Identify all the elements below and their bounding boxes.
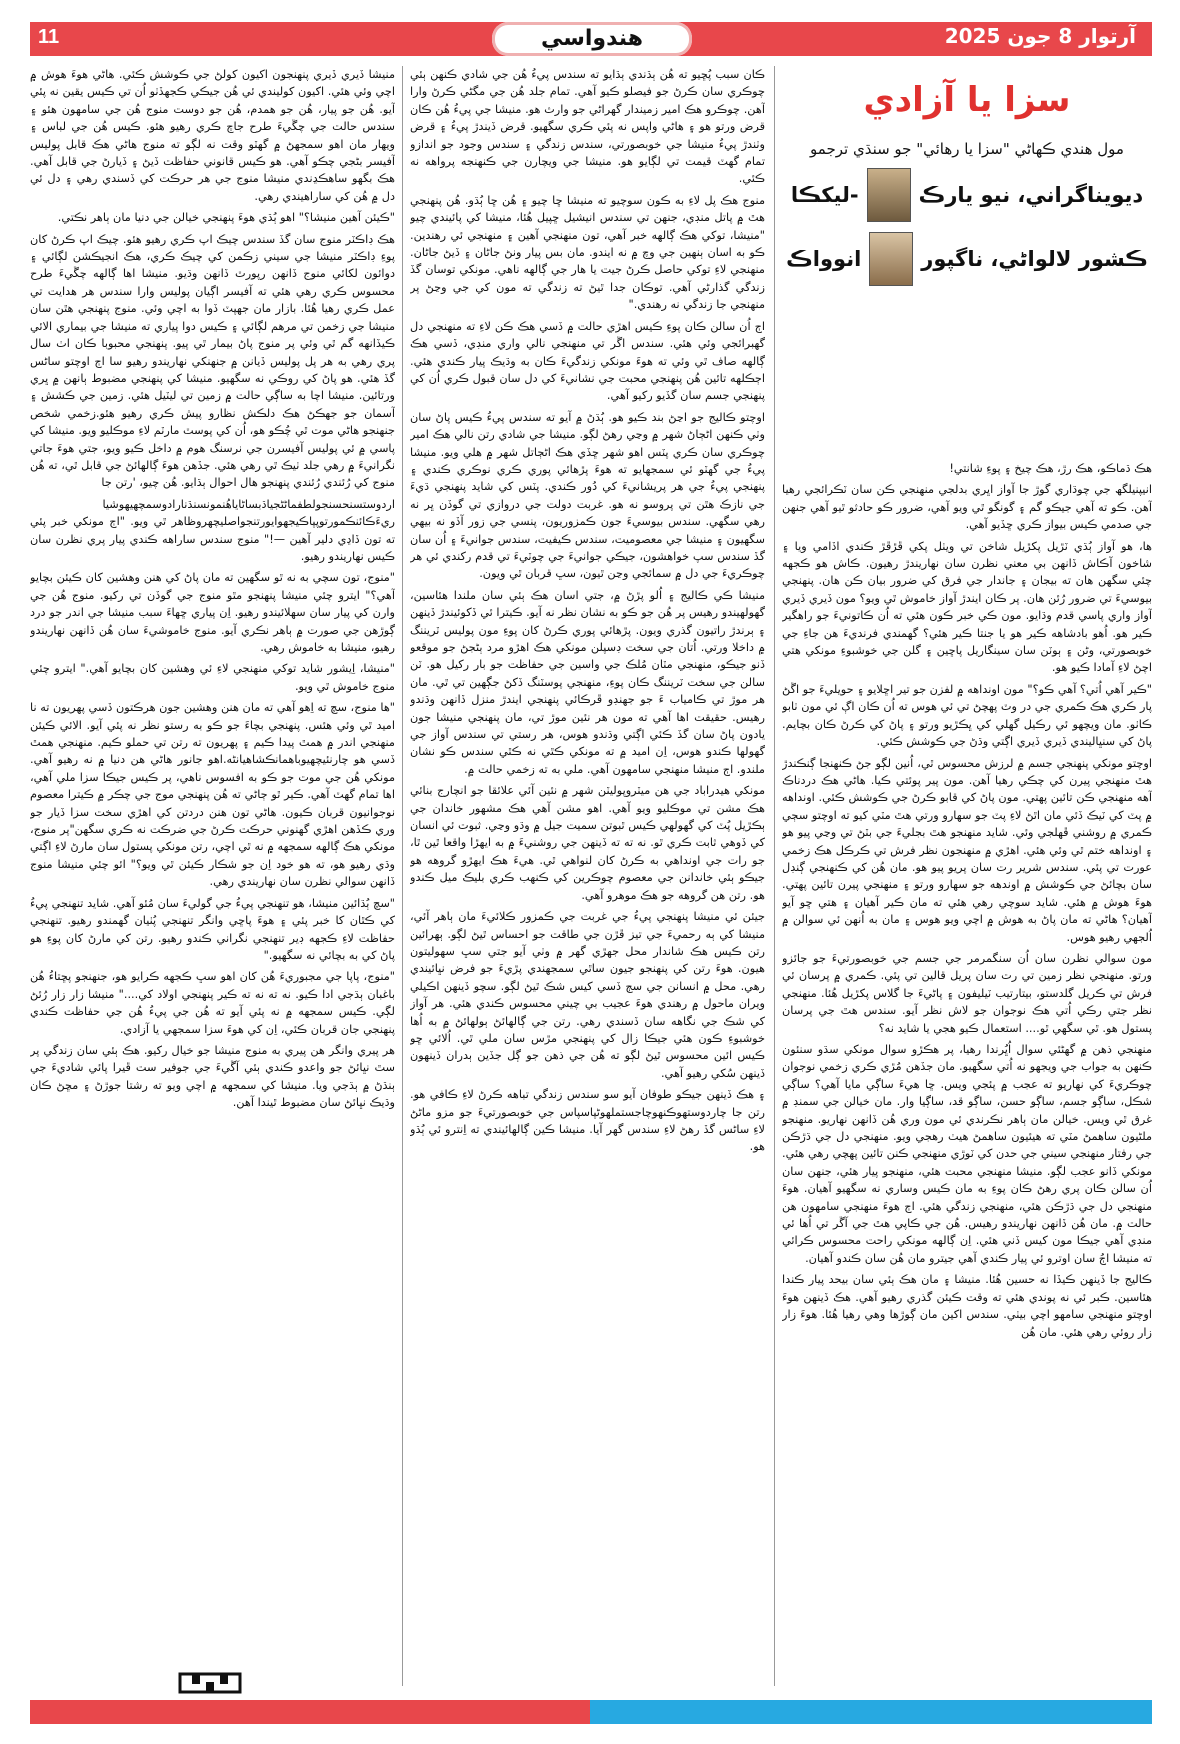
- column-divider: [774, 66, 775, 1686]
- article-column-right: [782, 460, 1152, 1696]
- article-column-middle: [410, 66, 765, 1696]
- paragraph: منهنجي ذهن ۾ گهڻئي سوال اُڀُرندا رهيا، پر هڪڙو سوال مونکي سڌو سنئون ڪنهن به جواب جي ويجهو نه اُتي سگهيو. مان جڏهن مُڙي ڪري زخمي نوجوان چوڪريءَ کي نهاريو ته عجب ۾ پئجي ويس. ڇا هيءَ ساڳي مايا آهي؟ ساڳي شڪل، ساڳو جسم، ساڳو حسن، ساڳو قد، ساڳيا وار. مان خيالن جي سمنڊ ۾ غرق ٿي ويس. خيالن مان ٻاهر نڪرندي ئي مون وري هُن ڏانهن نهاريو. منهنجو ملڻيون ساهمڻ مٽي ته هيئيون ساهمڻ هيٺ رهجي ويو. منهنجي دل جي ڌڙڪن جي رفتار منهنجي سيني جي حدن کي ٽوڙي منهنجي ڪنن تائين پهچي رهي هئي. مونکي ڏانو عجب لڳو. منيشا منهنجي محبت هئي، منهنجو پيار هئي، جنهن سان اُن سالن ڪان پري رهڻ ڪان پوءِ به مان ڪيس وساري نه سگهيو آهيان. هوءَ منهنجي دل جي ڌڙڪن هئي، منهنجي زندگي هئي. اڄ هوءَ منهنجي سامهون هن حالت ۾. مان هُن ڏانهن نهاريندو رهيس. هُن جي ڪاپي هٿ جي آڱر تي اُها ئي منڊي آهي جيڪا مون کيس ڏني هئي. اِن ڳالهه مونکي راحت محسوس ڪرائي ته منيشا اڄُ سان اوترو ئي پيار ڪندي آهي جيترو مان هُن سان ڪندو آهيان.: [782, 1043, 1152, 1265]
- page-number: 11: [38, 26, 60, 48]
- paragraph: منيشا ڪي ڪاليج ۽ اُلو پڙڻ ۾، جتي اسان هڪ ٻئي سان ملندا هئاسين، گهولهيندو رهيس پر هُن جو ڪو به نشان نظر نه آيو. ڪيترا ئي ڏکوئيندڙ ڏينهن ۽ ٻرندڙ راتيون گذري ويون. پڙهائي پوري ڪرڻ کان پوءِ مون پوليس ٽريننگ ۾ داخلا ورتي. اُتان جي سخت ڊسپلن مونکي هڪ اهڙو مرد ٻڻجڻ جو موقعو ڏنو جيڪو، منهنجي مٽان مُلڪ جي واسين جي حفاظت جو بار رکيل هو. ٽن سالن جي سخت ٽريننگ ڪان پوءِ، منهنجي پوسٽنگ ڏکڻ جڳهين تي ٿي. مان هر موڙ تي ڪامياب ءَ جو جهنڊو ڦرڪائي پنهنجي ايندڙ منزل ڏانهن وڌندو رهيس. حقيقت اها آهي ته مون هر نئين موڙ تي، مان پنهنجي منيشا جون يادون پاڻ سان گڏ ڪئي اڳتي وڌندو هوس، هر رستي تي سندس آواز جي گهولها ڪندو هوس، اِن اميد ۾ ته مونکي ڪٿي نه ڪٿي سندس ڪو نشان ملندو. اڄ منيشا منهنجي سامهون آهي. ملي به ته زخمي حالت ۾.: [410, 588, 765, 776]
- paragraph: اوچتو ڪاليج جو اڃڻ بند ڪيو هو. ٻُڌڻ ۾ آيو ته سندس پيءُ ڪيس پاڻ سان وٺي ڪنهن اڻڄاڻ شهر ۾ وڃي رهڻ لڳو. منيشا جي شادي رتن نالي هڪ امير چوڪري سان ڪري پٽس اهو شهر ڇڏي هڪ اڻڄاتل شهر ۾ هلي ويو. منيشا پيءُ جي گهٽو ئي سمجهايو ته هوءَ پڙهائي پوري ڪري نوڪري ڪندي ۽ پنهنجي پيءُ جي هر پريشانيءَ کي دُور ڪندي. پٽس کي شايد پنهنجي ڌيءَ جي نازڪ هٿن تي پروسو نه هو. غربت دولت جي دروازي تي گوڏن ڀر نه رهي سگهي. سندس بيوسيءَ جون ڪمزوريون، پنسي جي زور آڏو نه بيهي سگهيون ۽ منيشا جي معصوميت، سندس ڪيفيت، سندس جوانيءَ ۽ اُن سان گڏ سندس سپ خواهشون، جيڪي جوانيءَ جي چوٽيءَ تي قدم رکندي ئي هر چوڪريءَ جي دل ۾ سمائجي وڃن ٿيون، سڀ قربان ٿي ويون.: [410, 410, 765, 581]
- paragraph: اڄ اُن سالن ڪان پوءِ ڪيس اهڙي حالت ۾ ڏسي هڪ ڪن لاءِ ته منهنجي دل گهبرائجي وئي هئي. سندس اڱر تي منهنجي نالي واري منڊي، ڏسي هڪ ڳالهه صاف ٿي وئي ته هوءَ مونکي زندگيءَ ڪان به وڌيڪ پيار ڪندي هئي. اڄڪلهه تائين هُن پنهنجي محبت جي نشانيءَ کي دل سان قبول ڪري اُن کي پنهنجي جسم سان گڏيو رکيو آهي.: [410, 319, 765, 403]
- paragraph: مون سوالي نظرن سان اُن سنگمرمر جي جسم جي خوبصورتيءَ جو جائزو ورتو. منهنجي نظر زمين تي رت سان پريل قالين تي پئي. ڪمري ۾ پرسان ئي فرش تي ڪريل گلدستو، بيتارتيب ٽيليفون ۽ پاڻيءَ جا گلاس پکڙيل هُئا. منهنجي نظر جتي رڪي اُتي هڪ نوجوان جو لاش نظر آيو. سندس هٿ جي پرسان پستول هو. ٿي سگهي ٿو.... استعمال ڪيو هجي يا شايد نه؟: [782, 951, 1152, 1035]
- story-title: سزا يا آزادي: [863, 80, 1071, 120]
- paragraph: اوچتو مونکي پنهنجي جسم ۾ لرزش محسوس ٿي، اُنين لڳو جڻ ڪنهنجا ڳنڪندڙ هٿ منهنجي پيرن کي چڪي رهيا آهن. مون پير پوئتي ڪيا. هاڻي هڪ دردناڪ آهه منهنجي ڪن تائين پهتي. مون پاڻ کي قابو ڪرڻ جي ڪوشش ڪئي. اونداهه ۾ پٽ کي ٽيڪ ڏئي مان اٿڻ لاءِ پٽ جو سهارو ورتي هٿ مٽي کيو ته اوچتو سڄي ڪمري ۾ روشني ڦهلجي وئي. شايد منهنجو هٿ بجليءَ جي بٽڻ تي وڃي پيو هو ۽ اونداهه ختم ٿي وئي هئي. اهڙي ۾ منهنجون نظر فرش تي ڪرڪل هڪ زخمي عورت تي پئي. سندس شرير رت سان پريو پيو هو. مان هُن کي ڪنهنجي ڳنڊل سان بچائڻ جي ڪوشش ۾ اوندهه جو سهارو ورتو ۽ منهنجي پيرن تائين پهتي. هوءَ هوش ۾ هئي. شايد سوچي رهي هئي ته مان ڪير آهيان ۽ هتي ڇو آيو آهيان؟ هاڻي ته مان پاڻ به هوش ۾ اچي ويو هوس ۽ مان به اُنهن ئي سوالن ۾ اُلجهي رهيو هوس.: [782, 756, 1152, 944]
- paragraph: "منوج، پاپا جي مجبوريءَ هُن کان اهو سڀ ڪجهه ڪرايو هو، جنهنجو پڇتاءُ هُن باغبان ٻڌجي ادا ڪيو. نه ته نه ته ڪير پنهنجي اولاد کي...." منيشا زار زار رُئڻ لڳي. ڪيس سمجهه ۾ نه پئي آيو ته هُن جي پيءُ هُن جي حفاظت ڪندي پنهنجي جان قربان ڪئي، اِن کي هوءَ سزا سمجهي يا آزادي.: [30, 970, 395, 1036]
- paragraph: "منيشا، اِيشور شايد توکي منهنجي لاءِ ئي وهشين کان بچايو آهي." ايترو چئي منوج خاموش ٿي ويو.: [30, 662, 395, 693]
- paragraph: منيشا ڏيري ڏيري پنهنجون اکيون کولڻ جي ڪوشش ڪئي. هاڻي هوءَ هوش ۾ اچي وئي هئي. اکيون کوليندي ئي هُن جيڪي ڪجهڏٺو اُن تي ڪيس يقين نه پئي آيو. هُن جو پيار، هُن جو همدم، هُن جو دوست منوج هُن جي سامهون هئو ۽ سندس حالت جي چڱيءَ طرح جاچ ڪري رهيو هئو. ڪيس هُن جي لباس ۽ ويهار مان اهو سمجهڻ ۾ گهٽو وقت نه لڳو ته منوج هاڻي هڪ قابل پوليس آفيسر بڻجي چڪو آهي. هو ڪيس قانوني حفاظت ڏيڻ ۽ ڏيارڻ جي قابل آهي. هڪ بگهو ساهڪڍندي منيشا منوج جي هر حرڪت کي ڏسندي رهي ۽ دل ئي دل ۾ هُن کي ساراهيندي رهي.: [30, 68, 395, 203]
- paragraph: ڪاليج جا ڏينهن ڪيڏا نه حسين هُئا. منيشا ۽ مان هڪ ٻئي سان بيحد پيار ڪندا هئاسين. ڪبر ئي نه پوندي هئي ته وقت ڪيئن گذري رهيو آهي. هڪ ڏينهن هوءَ اوچتو منهنجي سامهو اچي بيٺي. سندس اکين مان ڳوڙها وهي رهيا هُئا. هوءَ زار زار روئي رهي هئي. مان هُن: [782, 1273, 1152, 1339]
- translator-label: انوواڪ: [786, 247, 862, 271]
- translator-credit: [782, 232, 1152, 286]
- paragraph: "ڪير آهي اُتي؟ آهي ڪو؟" مون اونداهه ۾ لفزن جو تير اڇلايو ۽ حويليءَ جو اڱڻ پار ڪري هڪ ڪمري جي در وٽ پهچڻ تي ئي هوس ته اُن ڪان اڳ ئي مون ٺابو ڪاٺو. مان ويچھو ئي رڪيل گهلي کي ڀڪڙيو ورتو ۽ پاڻ کي ڪرڻ ڪان بچايم. پاڻ کي سنڀاليندي ڏيري ڏيري اڳتي وڌڻ جي ڪوشش ڪئي.: [782, 682, 1152, 749]
- paragraph: ها، هو آواز ٻُڌي ٽڙيل پکڙيل شاخن تي ويٺل پکي ڦڙڦڙ ڪندي اڏامي ويا ۽ شاخون آڪاش ڏانهن بي معني نظرن سان نهاريندڙ رهيون. ڪاش هو ڪجهه چئي سگهن هان ته بيجان ۽ جاندار جي فرق کي ضرور بيان ڪن هان. پنهنجي بيوسيءَ تي ضرور رُئن هان. پر ڪان ايندڙ آواز خاموش ٿي ويو؟ مون ڏيري ڏيري آواز واري پاسي قدم وڌايو. مون ڪي خبر ڪون هئي ته اُن ڪاتونيءَ جو راهگير ڪير هو. اُهو بادشاهه ڪير هو يا جنتا ڪير هئي؟ گهمندي فرنديءَ هن جاءِ جي خوبصورتي، وڻن ۽ ٻوٽن سان سينگاريل پاڇين ۽ گلن جي خوشبوءِ مونکي هتي اچڻ لاءِ آمادا ڪيو هو.: [782, 539, 1152, 675]
- paragraph: ۽ هڪ ڏينهن جيڪو طوفان آيو سو سندس زندگي تباهه ڪرڻ لاءِ ڪافي هو. رتن جا چاردوستهوڪنهوچاجستملهوڻپاسپاس جي خوبصورتيءَ جو مزو ماڻڻ لاءِ ساڻس گڏ رهڻ لاءِ سندس گهر آيا. منيشا ڪين ڳالهائيندي ته اِنترو ئي ٻُڌو هو.: [410, 1088, 765, 1154]
- masthead-logo: هندواسي: [492, 22, 692, 56]
- paragraph: "ها منوج، سچ ته اِهو آهي ته مان هنن وهشين جون هرڪتون ڏسي پهريون ته نا اميد ٿي وئي هئس. پنهنجي بچاءَ جو ڪو به رستو نظر نه پئي آيو. الائي ڪيئن منهنجي اندر ۾ همٿ پيدا ڪيم ۽ پهريون ته رتن تي حملو ڪيم. منهنجي همٿ ڏسي هو چارنئيچهيوباهمانڪشاهيانڻه.اهو جانور هاڻي هن دنيا ۾ نه رهيو آهي. مونکي هُن جي موت جو ڪو به افسوس ناهي، پر ڪيس جيڪا سزا ملي آهي، اها تمام گهٽ آهي. ڪير ٿو ڄاڻي ته هُن پنهنجي موج جي چڪر ۾ ڪيترا معصوم نوجوانيون قربان ڪيون. هاڻي تون هنن دردتن کي اهڙي سخت سزا ڏيار جو وري ڪڏهن اهڙي گهنوني حرڪت ڪرڻ جي ضرڪت نه ڪري سگهن"پر منوج، مونکي هڪ ڳالهه سمجهه ۾ نه ٿي اچي، رتن مونکي پستول سان مارڻ لاءِ اڳتي وڌي رهيو هو، ته هو خود اِن جو شڪار ڪيئن ٿي ويو؟" ائو چئي منيشا منوج ڏانهن سوالي نظرن سان نهاريندي رهي.: [30, 701, 395, 889]
- writer-credit: [782, 168, 1152, 222]
- header-date: آرتوار 8 جون 2025: [944, 24, 1136, 48]
- end-ornament-icon: [178, 1672, 242, 1694]
- paragraph: ڪان سبب پُڇيو ته هُن ٻڌندي ٻڌايو ته سندس پيءُ هُن جي شادي ڪنهن ٻئي چوڪري سان ڪرڻ جو فيصلو ڪيو آهي. تمام جلد هُن جي مگڻي ڪرڻ وارا آهن. چوڪرو هڪ امير زميندار گهراڻي جو وارث هو. منيشا جي پيءُ هُن ڪان قرض ورتو هو ۽ هاڻي واپس نه پئي ڪري سگهيو. قرض ڏيندڙ پيءُ ۽ قرض وٺندڙ پيءُ منيشا جي خوبصورتي، سندس زندگي ۽ سندس وجود جو اندازو تمام گهٽ قيمت تي لڳايو هو. منيشا جي ويچارن جي ڪنهنجه پرواهه نه ڪئي.: [410, 68, 765, 186]
- footer-band-blue: [590, 1700, 1152, 1724]
- paragraph: "ڪيئن آهين منيشا؟" اهو ٻُڌي هوءَ پنهنجي خيالن جي دنيا مان ٻاهر نڪتي.: [57, 211, 395, 225]
- paragraph: "منوج، تون سچي به نه ٿو سگهين ته مان پاڻ کي هنن وهشين کان ڪيئن بچايو آهي؟" ايترو چئي منيشا پنهنجو مٿو منوج جي گوڏن تي رکيو. منوج هُن جي وارن کي پيار سان سهلائيندو رهيو. اِن پياري ڇهاءَ سبب منيشا جي اندر جو درد ڳوڙهن جي صورت ۾ ٻاهر نڪري آيو. منوج خاموشيءَ سان هُن ڏانهن نهاريندو رهيو، منيشا به خاموش رهي.: [30, 571, 395, 654]
- writer-label: -ليکڪا: [790, 183, 859, 207]
- writer-name: ديويناگراني، نيو يارڪ: [918, 183, 1144, 207]
- translator-photo: [869, 232, 913, 286]
- writer-photo: [867, 168, 911, 222]
- column-divider: [402, 66, 403, 1686]
- paragraph: هر پيري وانگر هن پيري به منوج منيشا جو خيال رکيو. هڪ ٻئي سان زندگي پر سٿ نڀائڻ جو واعدو ڪندي ٻئي آڱيءَ جي جوفير ست ڦيرا پائي شاديءَ جي ٻنڌڻ ۾ ٻڌجي ويا. منيشا کي سمجهه ۾ اچي ويو ته رشتا جوڙڻ ۽ مڇڻ ڪان وڌيڪ نڀائڻ سان مضبوط ٿيندا آهن.: [30, 1043, 395, 1110]
- translator-name: ڪشور لالواڻي، ناگپور: [921, 247, 1148, 271]
- paragraph: اردوستسنحسنجولطفماڻڻجياڌبساڻاياهُنمونسنڌنارادوسمچهيهوشيا ريءَڪائنڪمورتوپپاڪيجهوايورتنجواصليچهروظاهر ٿي ويو. "اڄ مونکي خبر پئي ته تون ڏاڍي دلير آهين —!" منوج سندس ساراهه ڪندي پيار پري نظرن سان ڪيس نهاريندو رهيو.: [30, 497, 395, 563]
- story-subtitle: مول هندي ڪهاڻي "سزا يا رهائي" جو سنڌي ترجمو: [810, 140, 1124, 158]
- paragraph: انيپنيلگھ جي چوڌاري گوڙ جا آواز اڀري بدلجي منهنجي ڪن سان ٽڪرائجي رهيا آهن. ڪو ته آهي جيڪو گم ۽ گونگو ٿي ويو آهي، ضرور ڪو حادثو ٿيو آهي جنهن جي صدمي ڪيس بيواز ڪري ڇڏيو آهي.: [782, 483, 1152, 532]
- paragraph: منوج هڪ پل لاءِ به ڪون سوچيو ته منيشا ڇا چيو ۽ هُن ڇا ٻُڌو. هُن پنهنجي هٿ ۾ پاتل منڊي، جنهن تي سندس انيشيل ڇپيل هُئا، منيشا کي پائيندي چيو "منيشا، توکي هڪ ڳالهه خبر آهي، تون منهنجي آهين ۽ منهنجي ئي رهندين. ڪو به اسان ٻنهين جي وچ ۾ نه ايندو. مان بس پيار ونڻ جاڻان ۽ ڏيڻ جاڻان. منهنجي لاءِ توکي حاصل ڪرڻ جيت يا هار جي ڳالهه ناهي. مونکي توسان گڏ زندگي گذارڻي آهي. توڪان جدا ٿيڻ ته زندگي ته مون کي جي وڃڻ پر منهنجي جا زندگي نه رهندي.": [410, 193, 765, 312]
- footer-band-red: [30, 1700, 590, 1724]
- paragraph: جيئن ئي منيشا پنهنجي پيءُ جي غربت جي ڪمزور ڪلائيءَ مان ٻاهر آئي، منيشا کي ٻه رحميءَ جي تيز ڦڙن جي طاقت جو احساس ٿيڻ لڳو. ٻهرائين رتن ڪيس هڪ شاندار محل جهڙي گهر ۾ وٺي آيو جتي سڀ سهوليتون هيون. هوءَ رتن کي پنهنجو جيون ساٿي سمجهندي پڙيءَ جو فرض نڀائيندي رهي. محل ۾ انسانن جي سڄ ڏسي کيس شڪ ٿيڻ لڳو. سچو ڏينهن اڪيلي ويران ماحول ۾ رهندي هوءَ عجيب بي چيني محسوس ڪندي هئي. هر آواز کي شڪ جي نگاهه سان ڏسندي رهي. رتن جي ڳالهائڻ ٻولهائڻ ۾ به اُها خوشبوءِ ڪون هئي جيڪا زال کي پنهنجي مڙس سان ملي ٿي. اُلائي ڇو ڪيس ائين محسوس ٿيڻ لڳو ته هُن جي ذهن جو ڳل جڏين ٻدران ڏينهون ڏينهن سُکي رهيو آهي.: [410, 910, 765, 1080]
- article-column-left: [30, 66, 395, 1666]
- paragraph: "سچ ٻُڌائين منيشا، هو تنهنجي پيءُ جي گوليءَ سان مُئو آهي. شايد تنهنجي پيءُ کي ڪٿان کا خبر پئي ۽ هوءَ پاڇي وانگر تنهنجي پُٺيان گهمندو رهيو. تنهنجي حفاظت لاءِ ڪجهه ڊير تنهنجي نگراني ڪندو رهيو. رتن کي مارڻ کان پوءِ هو پاڻ کي به بچائي نه سگهيو.": [30, 896, 395, 962]
- paragraph: هڪ ڊاڪٽر منوج سان گڏ سندس چيڪ اپ ڪري رهيو هئو. چيڪ اپ ڪرڻ کان پوءِ ڊاڪٽر منيشا جي سيني زڪمن کي چيڪ ڪري، هڪ انجيڪشن لڳائي ۽ دوائون لکائي منوج ڏانهن رپورٽ ڏانهن وڌيو. منيشا اها ڳالهه چڱيءَ طرح محسوس ڪري رهي هئي ته آفيسر اڳيان پوليس وارا سندس هر هدايت تي عمل ڪري رهيا هُئا. بازار مان جهپٽ ڏوا به اچي وئي. منوج پنهنجي هٿن سان منيشا جي زخمن تي مرهم لڳائي ۽ ڪيس دوا پياري ته منيشا جي بيماري الائي ڪيڏانهه گم ٿي وئي پر منوج پاڻ بيمار ٿي پيو. پنهنجي محبوبا ڪان اٺ سال پري رهي به هر پل پوليس ڏيانن ۾ جنهنکي نهاريندو رهيو سا اڄ اوچتو ساڻس گڏ هئي. هو پاڻ کي روڪي نه سگهيو. منيشا کي پنهنجي مضبوط ٻانهن ۾ ڀري ورتائين. منيشا اچا به ساڳي حالت ۾ زمين تي ليٽيل هئي. زمين جي ڪشش ۽ آسمان جو جهڪڻ هڪ دلڪش نظارو پيش ڪري رهيو هئو.زخمي شخص جنهنجو هاڻي موت ٿي چُڪو هو، اُن کي پوسٽ مارٽم لاءِ موڪليو ويو. منيشا کي پاسي ۾ ئي پوليس آفيسرن جي نرسنگ هوم ۾ داخل ڪيو ويو، جتي هوءَ جاتي نگرانيءَ ۾ رهي جلد ٺيڪ ٿي رهي هئي. جڏهن هوءَ ڳالهائڻ جي قابل ٿي، ته هُن منوج کي رُئندي رُئندي پنهنجو هال احوال ٻڌايو. هُن چيو، 'رتن جا: [30, 232, 395, 490]
- paragraph: مونکي هيدراباد جي هن ميٽروپوليٽن شهر ۾ نئين آئي علائقا جو انچارج بنائي هڪ مشن تي موڪليو ويو آهي. اهو مشن آهي هڪ مشهور خاندان جي ٻڪڙيل پُٽ کي گهولهي ڪيس ٿبوتن سميت جيل ۾ وڌو وڃي. ثبوت ئي انسان کي ڏوهي ثابت ڪري ٿو. نه ته ته ڏينهن جي روشنيءَ ۾ به ايهڙا واقعا ٿين ٿا، جو رات جي اونداهي به ڪرڻ کان لنواهي ٿي. هيءَ هڪ ايهڙو گروهه هو جيڪو ٻئي خاندانن جي معصوم چوڪرين کي ڪنهب ڪري بليڪ ميل ڪندو هو. رتن هن گروهه جو هڪ موهرو آهي.: [410, 784, 765, 902]
- paragraph: هڪ ڌماڪو، هڪ رڙ، هڪ چيخ ۽ پوءِ شانتي!: [949, 462, 1152, 475]
